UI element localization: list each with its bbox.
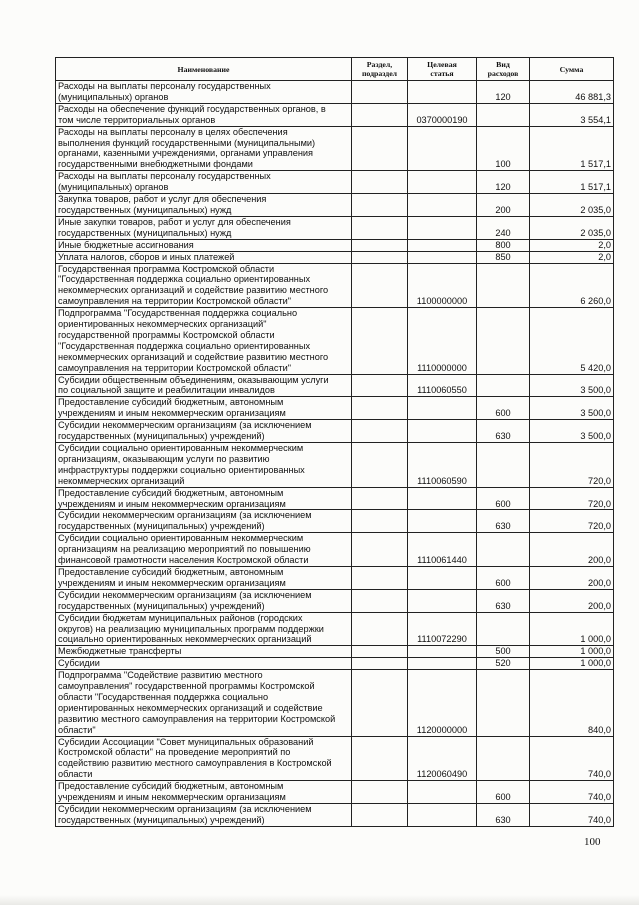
table-row — [56, 81, 614, 104]
row-name: Межбюджетные трансферты — [56, 646, 352, 658]
row-target-code: 1100000000 — [408, 263, 477, 308]
header-section: Раздел, подраздел — [352, 58, 408, 81]
table-row — [56, 263, 614, 308]
row-name: Субсидии социально ориентированным некоммерческим организациям на реализацию мероприятий по повышению финансовой грамотности населения Костромской области — [56, 533, 352, 567]
row-name: Субсидии некоммерческим организациям (за исключением государственных (муниципальных) учреждений) — [56, 589, 352, 612]
row-expense-type: 850 — [477, 251, 530, 263]
row-expense-type — [477, 263, 530, 308]
table-row — [56, 374, 614, 397]
row-section — [352, 103, 408, 126]
row-target-code — [408, 646, 477, 658]
row-target-code — [408, 566, 477, 589]
table-row — [56, 670, 614, 736]
row-target-code: 1110061440 — [408, 533, 477, 567]
row-amount: 1 000,0 — [530, 646, 614, 658]
row-name: Субсидии — [56, 658, 352, 670]
table-row — [56, 658, 614, 670]
row-name: Субсидии некоммерческим организациям (за исключением государственных (муниципальных) учреждений) — [56, 804, 352, 827]
row-amount: 720,0 — [530, 443, 614, 488]
row-section — [352, 308, 408, 374]
table-row — [56, 533, 614, 567]
table-row — [56, 103, 614, 126]
row-target-code — [408, 126, 477, 171]
row-target-code: 1110060550 — [408, 374, 477, 397]
row-target-code: 1110060590 — [408, 443, 477, 488]
row-target-code: 0370000190 — [408, 103, 477, 126]
row-target-code — [408, 781, 477, 804]
row-amount: 840,0 — [530, 670, 614, 736]
row-name: Расходы на обеспечение функций государственных органов, в том числе территориальных органов — [56, 103, 352, 126]
row-expense-type — [477, 670, 530, 736]
row-section — [352, 126, 408, 171]
table-row — [56, 251, 614, 263]
row-name: Иные бюджетные ассигнования — [56, 239, 352, 251]
row-name: Предоставление субсидий бюджетным, автономным учреждениям и иным некоммерческим организациям — [56, 487, 352, 510]
row-amount: 2 035,0 — [530, 216, 614, 239]
table-row — [56, 646, 614, 658]
row-name: Предоставление субсидий бюджетным, автономным учреждениям и иным некоммерческим организациям — [56, 397, 352, 420]
row-amount: 1 517,1 — [530, 171, 614, 194]
row-amount: 3 500,0 — [530, 420, 614, 443]
row-amount: 6 260,0 — [530, 263, 614, 308]
table-row — [56, 308, 614, 374]
row-expense-type — [477, 736, 530, 781]
row-amount: 1 000,0 — [530, 658, 614, 670]
row-name: Субсидии бюджетам муниципальных районов (городских округов) на реализацию муниципальных программ поддержки социально ориентированных некоммерческих организаций — [56, 612, 352, 646]
row-expense-type — [477, 103, 530, 126]
row-amount: 720,0 — [530, 510, 614, 533]
table-row — [56, 589, 614, 612]
row-section — [352, 216, 408, 239]
row-section — [352, 251, 408, 263]
row-target-code — [408, 510, 477, 533]
row-target-code — [408, 81, 477, 104]
header-amount: Сумма — [530, 58, 614, 81]
row-expense-type: 120 — [477, 81, 530, 104]
row-section — [352, 781, 408, 804]
row-section — [352, 612, 408, 646]
table-header-row — [56, 58, 614, 81]
row-target-code — [408, 251, 477, 263]
table-row — [56, 216, 614, 239]
row-expense-type — [477, 443, 530, 488]
row-amount: 740,0 — [530, 804, 614, 827]
row-expense-type: 630 — [477, 420, 530, 443]
row-target-code — [408, 420, 477, 443]
row-amount: 1 517,1 — [530, 126, 614, 171]
table-row — [56, 171, 614, 194]
row-section — [352, 487, 408, 510]
row-expense-type: 600 — [477, 487, 530, 510]
table-row — [56, 781, 614, 804]
row-amount: 3 500,0 — [530, 397, 614, 420]
row-section — [352, 194, 408, 217]
row-name: Иные закупки товаров, работ и услуг для обеспечения государственных (муниципальных) нужд — [56, 216, 352, 239]
row-amount: 1 000,0 — [530, 612, 614, 646]
row-name: Подпрограмма "Государственная поддержка социально ориентированных некоммерческих организаций" государственной программы Костромской области "Государственная поддержка социально ориентированных некоммерческих организаций и содействие развитию местного самоуправления на территории Костромской области" — [56, 308, 352, 374]
row-section — [352, 420, 408, 443]
row-target-code — [408, 239, 477, 251]
header-name: Наименование — [56, 58, 352, 81]
row-amount: 720,0 — [530, 487, 614, 510]
table-row — [56, 612, 614, 646]
table-row — [56, 420, 614, 443]
row-amount: 200,0 — [530, 533, 614, 567]
table-row — [56, 566, 614, 589]
row-amount: 2 035,0 — [530, 194, 614, 217]
row-amount: 200,0 — [530, 589, 614, 612]
row-name: Субсидии некоммерческим организациям (за исключением государственных (муниципальных) учреждений) — [56, 420, 352, 443]
row-expense-type — [477, 308, 530, 374]
row-section — [352, 374, 408, 397]
row-name: Предоставление субсидий бюджетным, автономным учреждениям и иным некоммерческим организациям — [56, 781, 352, 804]
row-target-code: 1110072290 — [408, 612, 477, 646]
row-amount: 3 554,1 — [530, 103, 614, 126]
row-expense-type: 200 — [477, 194, 530, 217]
row-target-code — [408, 397, 477, 420]
row-section — [352, 658, 408, 670]
row-expense-type: 630 — [477, 804, 530, 827]
row-section — [352, 670, 408, 736]
row-target-code — [408, 216, 477, 239]
header-expense-type: Вид расходов — [477, 58, 530, 81]
row-name: Субсидии некоммерческим организациям (за исключением государственных (муниципальных) учреждений) — [56, 510, 352, 533]
row-amount: 740,0 — [530, 736, 614, 781]
row-expense-type: 100 — [477, 126, 530, 171]
row-expense-type: 500 — [477, 646, 530, 658]
row-amount: 2,0 — [530, 251, 614, 263]
row-section — [352, 646, 408, 658]
row-amount: 2,0 — [530, 239, 614, 251]
row-section — [352, 171, 408, 194]
row-name: Расходы на выплаты персоналу государственных (муниципальных) органов — [56, 81, 352, 104]
table-row — [56, 736, 614, 781]
row-section — [352, 510, 408, 533]
row-section — [352, 566, 408, 589]
row-name: Предоставление субсидий бюджетным, автономным учреждениям и иным некоммерческим организациям — [56, 566, 352, 589]
row-section — [352, 736, 408, 781]
row-expense-type — [477, 533, 530, 567]
row-name: Закупка товаров, работ и услуг для обеспечения государственных (муниципальных) нужд — [56, 194, 352, 217]
row-section — [352, 533, 408, 567]
table-row — [56, 194, 614, 217]
row-name: Уплата налогов, сборов и иных платежей — [56, 251, 352, 263]
row-expense-type: 600 — [477, 781, 530, 804]
row-target-code — [408, 487, 477, 510]
row-amount: 740,0 — [530, 781, 614, 804]
row-amount: 200,0 — [530, 566, 614, 589]
row-target-code — [408, 804, 477, 827]
row-section — [352, 81, 408, 104]
row-expense-type: 240 — [477, 216, 530, 239]
row-section — [352, 443, 408, 488]
row-name: Подпрограмма "Содействие развитию местного самоуправления" государственной программы Костромской области "Государственная поддержка социально ориентированных некоммерческих организаций и содействие развитию местного самоуправления на территории Костромской области" — [56, 670, 352, 736]
row-section — [352, 589, 408, 612]
row-target-code — [408, 658, 477, 670]
table-row — [56, 443, 614, 488]
page-number: 100 — [584, 836, 601, 848]
scan-bottom-edge — [0, 895, 639, 905]
row-expense-type: 520 — [477, 658, 530, 670]
row-expense-type: 800 — [477, 239, 530, 251]
row-section — [352, 804, 408, 827]
budget-table — [55, 57, 614, 827]
row-target-code — [408, 589, 477, 612]
row-section — [352, 263, 408, 308]
table-row — [56, 239, 614, 251]
row-name: Расходы на выплаты персоналу государственных (муниципальных) органов — [56, 171, 352, 194]
table-row — [56, 397, 614, 420]
row-expense-type: 600 — [477, 397, 530, 420]
row-name: Расходы на выплаты персоналу в целях обеспечения выполнения функций государственными (муниципальными) органами, казенными учреждениями, органами управления государственными внебюджетными фондами — [56, 126, 352, 171]
row-amount: 3 500,0 — [530, 374, 614, 397]
row-amount: 46 881,3 — [530, 81, 614, 104]
row-target-code: 1120000000 — [408, 670, 477, 736]
row-name: Субсидии Ассоциации "Совет муниципальных образований Костромской области" на проведение мероприятий по содействию развитию местного самоуправления в Костромской области — [56, 736, 352, 781]
row-target-code — [408, 194, 477, 217]
table-row — [56, 804, 614, 827]
row-name: Государственная программа Костромской области "Государственная поддержка социально ориентированных некоммерческих организаций и содействие развитию местного самоуправления на территории Костромской области" — [56, 263, 352, 308]
row-expense-type — [477, 612, 530, 646]
row-expense-type — [477, 374, 530, 397]
row-expense-type: 120 — [477, 171, 530, 194]
row-expense-type: 630 — [477, 510, 530, 533]
table-row — [56, 487, 614, 510]
row-expense-type: 630 — [477, 589, 530, 612]
row-target-code: 1120060490 — [408, 736, 477, 781]
row-name: Субсидии общественным объединениям, оказывающим услуги по социальной защите и реабилитации инвалидов — [56, 374, 352, 397]
row-section — [352, 239, 408, 251]
row-amount: 5 420,0 — [530, 308, 614, 374]
row-section — [352, 397, 408, 420]
table-row — [56, 126, 614, 171]
table-row — [56, 510, 614, 533]
row-expense-type: 600 — [477, 566, 530, 589]
header-target: Целевая статья — [408, 58, 477, 81]
row-target-code: 1110000000 — [408, 308, 477, 374]
row-target-code — [408, 171, 477, 194]
row-name: Субсидии социально ориентированным некоммерческим организациям, оказывающим услуги по развитию инфраструктуры поддержки социально ориентированных некоммерческих организаций — [56, 443, 352, 488]
